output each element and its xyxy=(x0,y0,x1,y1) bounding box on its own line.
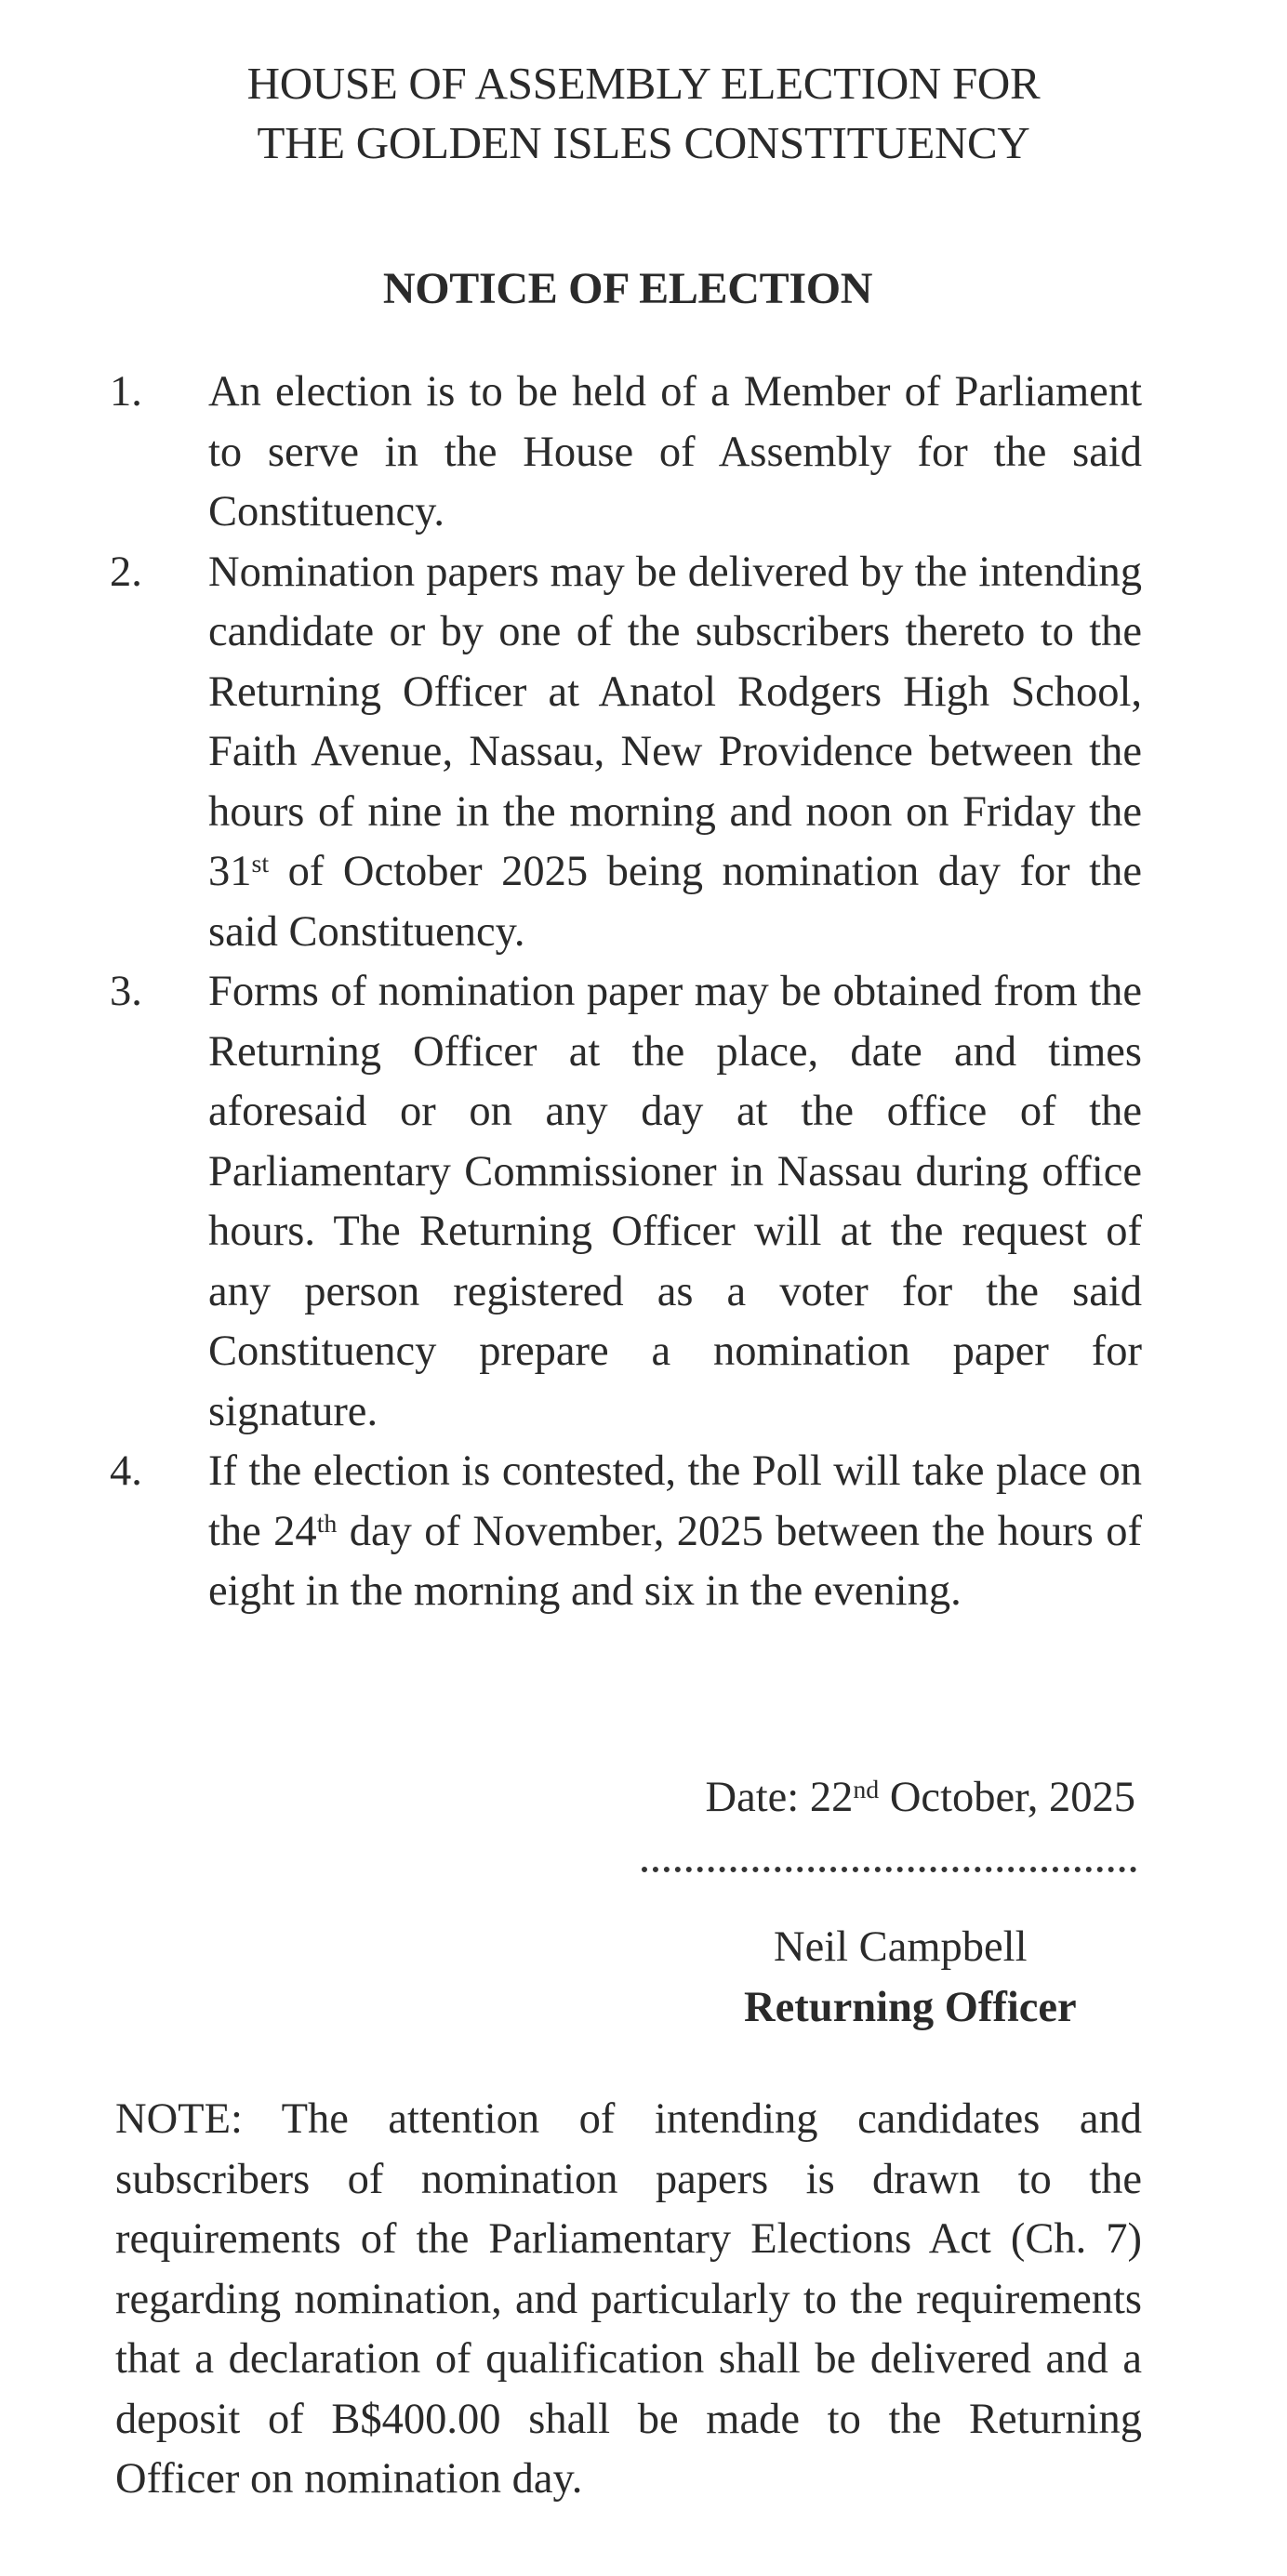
signatory-name: Neil Campbell xyxy=(774,1923,1028,1971)
ordinal-suffix: st xyxy=(251,850,270,879)
signatory-role: Returning Officer xyxy=(744,1984,1077,2031)
note-paragraph: NOTE: The attention of intending candidates and subscribers of nomination papers is drawn to the requirements of the Parliamentary Elections Act (Ch. 7) regarding nomination, and particularly to the requirements that a declaration of qualification shall be delivered and a deposit of B$400.00 shall be made to the Returning Officer on nomination day. xyxy=(115,2095,1142,2503)
notice-items-list xyxy=(110,363,1142,1622)
item-text-part: of October 2025 being nomination day for the said Constituency. xyxy=(208,848,1142,956)
item-number: 2. xyxy=(110,548,142,596)
item-text: Forms of nomination paper may be obtained from the Returning Officer at the place, date and times aforesaid or on any day at the office of the Parliamentary Commissioner in Nassau during office hours. The Returning Officer will at the request of any person registered as a voter for the said Constituency prepare a nomination paper for signature. xyxy=(208,968,1142,1435)
header-line-2: THE GOLDEN ISLES CONSTITUENCY xyxy=(257,117,1030,168)
item-text-part: If the election is contested, the Poll will take place on the 24 xyxy=(208,1447,1142,1555)
notice-item-1 xyxy=(110,363,1142,543)
item-text xyxy=(208,548,1142,956)
notice-item-2 xyxy=(110,543,1142,963)
notice-item-4 xyxy=(110,1442,1142,1622)
date-text-part: Date: 22 xyxy=(705,1774,854,1821)
header-line-1: HOUSE OF ASSEMBLY ELECTION FOR xyxy=(246,58,1041,109)
ordinal-suffix: th xyxy=(316,1509,338,1539)
signature-line xyxy=(642,1867,1136,1872)
date-text-part: October, 2025 xyxy=(879,1774,1135,1821)
item-number: 4. xyxy=(110,1447,142,1495)
notice-date xyxy=(706,1768,1136,1828)
item-text-part: Nomination papers may be delivered by the intending candidate or by one of the subscribers thereto to the Returning Officer at Anatol Rodgers High School, Faith Avenue, Nassau, New Providence between the hours of nine in the morning and noon on Friday the 31 xyxy=(208,548,1142,895)
item-number: 3. xyxy=(110,968,142,1015)
item-text xyxy=(208,1447,1142,1615)
item-text: An election is to be held of a Member of Parliament to serve in the House of Assembly for the said Constituency. xyxy=(208,368,1142,535)
ordinal-suffix: nd xyxy=(853,1776,880,1805)
notice-item-3 xyxy=(110,962,1142,1442)
item-number: 1. xyxy=(110,368,142,416)
item-text-part: day of November, 2025 between the hours of eight in the morning and six in the evening. xyxy=(208,1507,1142,1615)
notice-title: NOTICE OF ELECTION xyxy=(382,264,873,313)
